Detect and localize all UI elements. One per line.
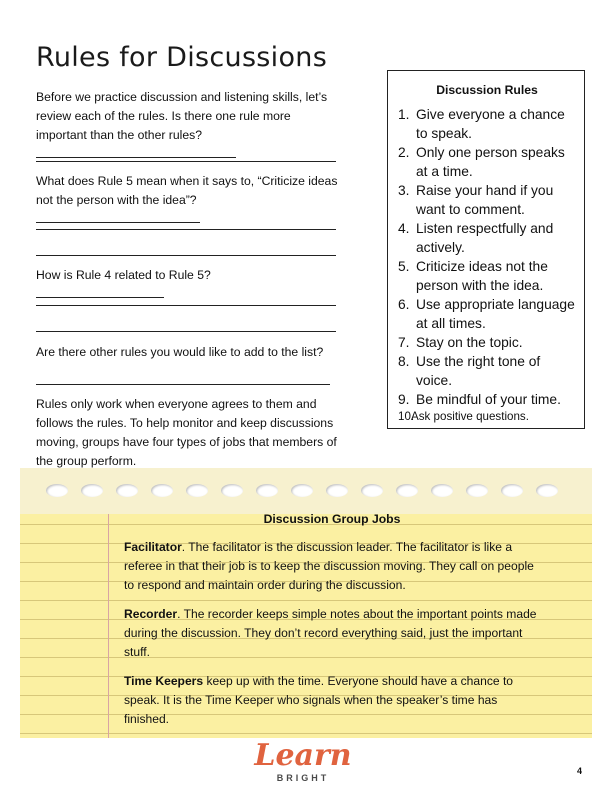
question-1-text: Before we practice discussion and listening skills, let’s review each of the rules. Is there one rule more important than the other rules?	[36, 90, 328, 142]
rule-item	[398, 181, 576, 219]
rule-number: 2.	[398, 145, 410, 160]
job-description: . The facilitator is the discussion leader. The facilitator is like a referee in that their job is to keep the discussion moving. They call on people to respond and maintain order during the discussion.	[124, 540, 534, 592]
question-4-text: Are there other rules you would like to add to the list?	[36, 345, 324, 359]
rule-text: Stay on the topic.	[416, 335, 523, 350]
question-2-text: What does Rule 5 mean when it says to, “Criticize ideas not the person with the idea”?	[36, 174, 338, 207]
rule-text: Criticize ideas not the person with the idea.	[416, 259, 548, 293]
binder-hole	[116, 484, 138, 497]
rule-number: 6.	[398, 297, 410, 312]
question-3-text: How is Rule 4 related to Rule 5?	[36, 268, 211, 282]
rule-item	[398, 295, 576, 333]
discussion-rules-box	[387, 70, 585, 429]
rule-item	[398, 219, 576, 257]
binder-hole	[186, 484, 208, 497]
job-term: Facilitator	[124, 540, 182, 554]
rule-item	[398, 143, 576, 181]
rule-number: 4.	[398, 221, 410, 236]
answer-line[interactable]	[36, 305, 336, 306]
binder-hole	[536, 484, 558, 497]
closing-paragraph	[36, 395, 342, 471]
rule-number: 8.	[398, 354, 410, 369]
answer-line[interactable]	[36, 255, 336, 256]
binder-hole	[256, 484, 278, 497]
rule-number: 9.	[398, 392, 410, 407]
rule-text: Be mindful of your time.	[416, 392, 561, 407]
rule-item	[398, 257, 576, 295]
rule-text: Listen respectfully and actively.	[416, 221, 554, 255]
job-description: keep up with the time. Everyone should have a chance to speak. It is the Time Keeper who signals when the speaker’s time has finished.	[124, 674, 514, 726]
rule-number: 10.	[398, 410, 415, 423]
rule-text: Use the right tone of voice.	[416, 354, 541, 388]
question-1	[36, 88, 342, 164]
rule-item	[398, 105, 576, 143]
binder-hole	[466, 484, 488, 497]
logo-subword: BRIGHT	[276, 773, 330, 783]
question-3	[36, 266, 342, 304]
binder-hole	[396, 484, 418, 497]
binder-hole	[291, 484, 313, 497]
paper-margin-line	[108, 514, 109, 738]
group-jobs-section	[124, 510, 540, 738]
rules-heading: Discussion Rules	[436, 83, 538, 97]
answer-line[interactable]	[36, 229, 336, 230]
closing-text: Rules only work when everyone agrees to them and follows the rules. To help monitor and keep discussions moving, groups have four types of jobs that members of the group perform.	[36, 397, 337, 468]
binder-hole	[431, 484, 453, 497]
binder-hole	[151, 484, 173, 497]
rule-text: Raise your hand if you want to comment.	[416, 183, 554, 217]
notebook-paper-panel	[20, 468, 592, 738]
rule-text: Ask positive questions.	[411, 410, 529, 423]
job-item	[124, 538, 540, 595]
rules-list	[398, 105, 576, 424]
rule-number: 1.	[398, 107, 410, 122]
binder-hole	[501, 484, 523, 497]
logo-word: Learn	[254, 738, 352, 773]
job-term: Time Keepers	[124, 674, 204, 688]
binder-hole	[361, 484, 383, 497]
paper-torn-top	[20, 468, 592, 514]
answer-line[interactable]	[36, 331, 336, 332]
rule-text: Only one person speaks at a time.	[416, 145, 565, 179]
job-item	[124, 605, 540, 662]
learn-bright-logo	[248, 735, 358, 787]
rule-number: 3.	[398, 183, 410, 198]
answer-line[interactable]	[36, 161, 336, 162]
answer-line[interactable]	[36, 213, 200, 223]
job-item	[124, 672, 540, 729]
rule-number: 7.	[398, 335, 410, 350]
jobs-heading: Discussion Group Jobs	[263, 512, 401, 526]
binder-hole	[326, 484, 348, 497]
binder-hole	[81, 484, 103, 497]
binder-hole	[221, 484, 243, 497]
binder-hole	[46, 484, 68, 497]
rule-item	[398, 352, 576, 390]
page-number: 4	[577, 766, 583, 776]
job-term: Recorder	[124, 607, 178, 621]
answer-line[interactable]	[36, 148, 236, 158]
rule-text: Use appropriate language at all times.	[416, 297, 575, 331]
rule-item	[398, 409, 576, 424]
rule-item	[398, 333, 576, 352]
binder-holes	[46, 484, 558, 497]
page-title: Rules for Discussions	[36, 42, 328, 73]
answer-line[interactable]	[36, 288, 164, 298]
rule-item	[398, 390, 576, 409]
answer-line[interactable]	[36, 384, 330, 385]
job-description: . The recorder keeps simple notes about the important points made during the discussion. They don’t record everything said, just the important stuff.	[124, 607, 537, 659]
rule-number: 5.	[398, 259, 410, 274]
question-4	[36, 343, 342, 362]
question-2	[36, 172, 342, 229]
rule-text: Give everyone a chance to speak.	[416, 107, 565, 141]
